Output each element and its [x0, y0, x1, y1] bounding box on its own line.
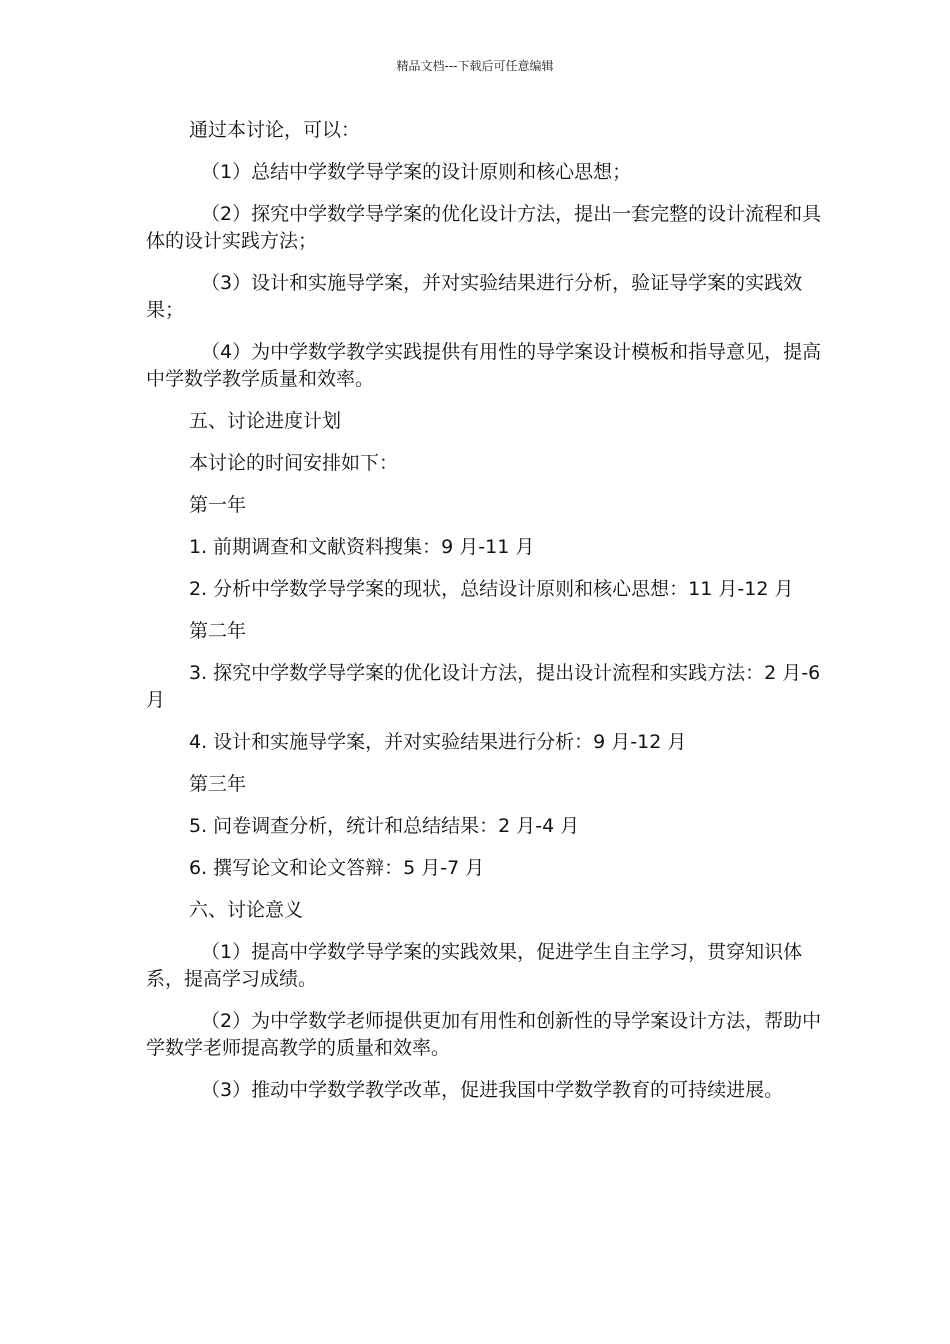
paragraph: 2. 分析中学数学导学案的现状，总结设计原则和核心思想：11 月-12 月: [189, 578, 794, 600]
page-header: 精品文档---下载后可任意编辑: [396, 59, 554, 73]
paragraph: 6. 撰写论文和论文答辩：5 月-7 月: [189, 857, 485, 879]
paragraph: （3）推动中学数学教学改革，促进我国中学数学教育的可持续进展。: [201, 1079, 784, 1101]
paragraph: 六、讨论意义: [189, 899, 304, 921]
paragraph: 第三年: [189, 773, 247, 795]
paragraph: （1）提高中学数学导学案的实践效果，促进学生自主学习，贯穿知识体系，提高学习成绩。: [146, 941, 803, 990]
paragraph: 5. 问卷调查分析，统计和总结结果：2 月-4 月: [189, 815, 580, 837]
paragraph: （1）总结中学数学导学案的设计原则和核心思想；: [201, 161, 632, 183]
paragraph: 第二年: [189, 620, 247, 642]
paragraph: 4. 设计和实施导学案，并对实验结果进行分析：9 月-12 月: [189, 731, 687, 753]
paragraph: （2）探究中学数学导学案的优化设计方法，提出一套完整的设计流程和具体的设计实践方法；: [146, 203, 822, 252]
paragraph: 3. 探究中学数学导学案的优化设计方法，提出设计流程和实践方法：2 月-6 月: [146, 662, 821, 711]
paragraph: （3）设计和实施导学案，并对实验结果进行分析，验证导学案的实践效果；: [146, 272, 803, 321]
document-body: [146, 117, 822, 1119]
paragraph: 本讨论的时间安排如下：: [189, 452, 399, 474]
paragraph: 五、讨论进度计划: [189, 410, 342, 432]
paragraph: 1. 前期调查和文献资料搜集：9 月-11 月: [189, 536, 535, 558]
paragraph: 通过本讨论，可以：: [189, 119, 361, 141]
paragraph: （2）为中学数学老师提供更加有用性和创新性的导学案设计方法，帮助中学数学老师提高教学的质量和效率。: [146, 1010, 822, 1059]
paragraph: 第一年: [189, 494, 247, 516]
paragraph: （4）为中学数学教学实践提供有用性的导学案设计模板和指导意见，提高中学数学教学质量和效率。: [146, 341, 822, 390]
